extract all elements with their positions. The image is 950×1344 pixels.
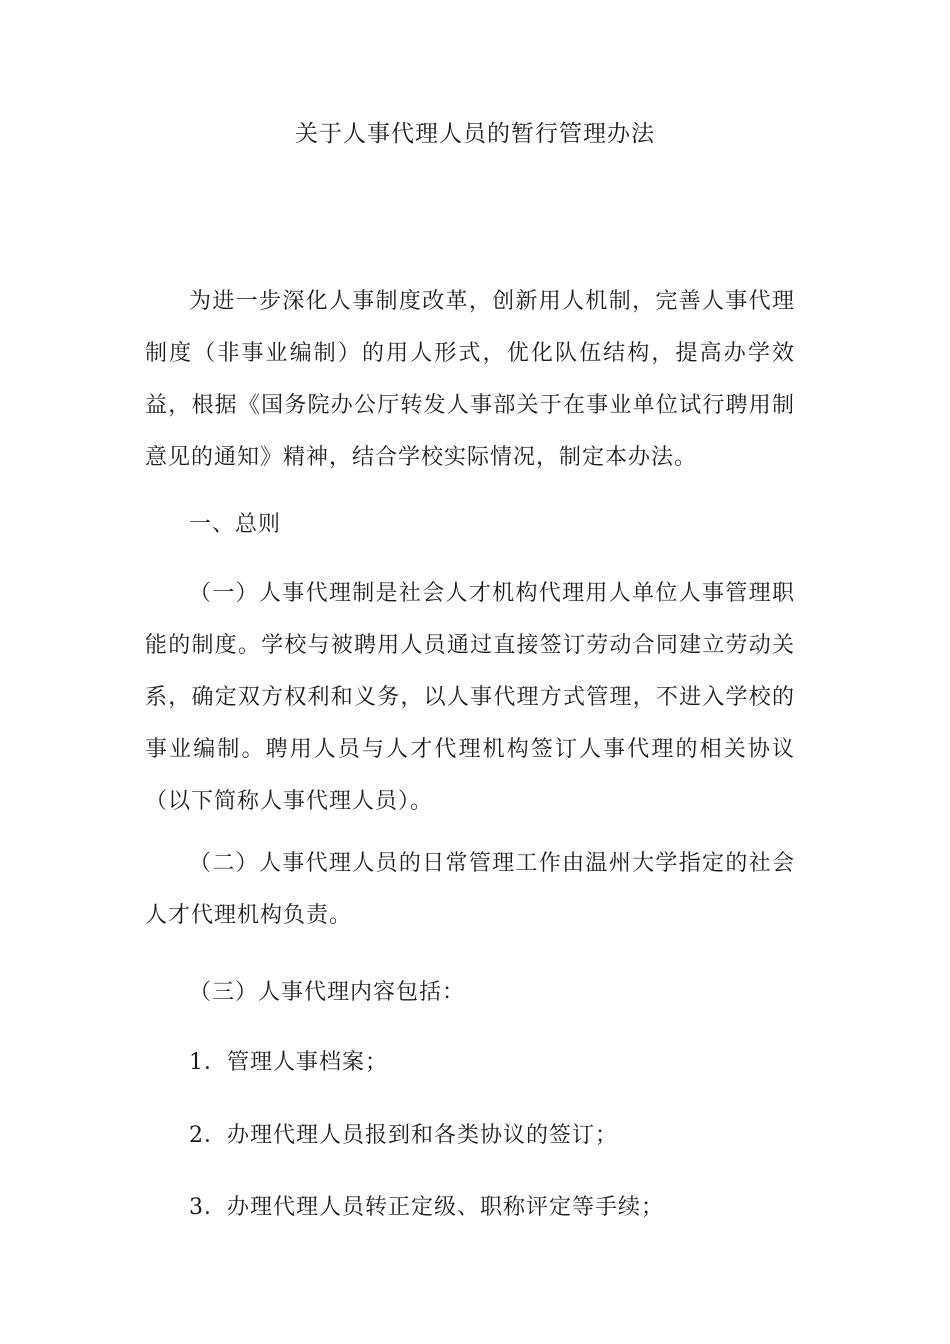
list-item-archives: 1．管理人事档案； — [189, 1050, 388, 1075]
clause-3-heading: （三）人事代理内容包括： — [189, 980, 466, 1005]
clause-1-paragraph: （一）人事代理制是社会人才机构代理用人单位人事管理职能的制度。学校与被聘用人员通过直接签订劳动合同建立劳动关系，确定双方权利和义务，以人事代理方式管理，不进入学校的事业编制。聘用人员与人才代理机构签订人事代理的相关协议（以下简称人事代理人员）。 — [145, 581, 795, 814]
document-title: 关于人事代理人员的暂行管理办法 — [295, 121, 655, 147]
list-item-regularization: 3．办理代理人员转正定级、职称评定等手续； — [189, 1195, 664, 1220]
intro-paragraph: 为进一步深化人事制度改革，创新用人机制，完善人事代理制度（非事业编制）的用人形式，优化队伍结构，提高办学效益，根据《国务院办公厅转发人事部关于在事业单位试行聘用制意见的通知》精神，结合学校实际情况，制定本办法。 — [145, 289, 795, 470]
clause-2-paragraph: （二）人事代理人员的日常管理工作由温州大学指定的社会人才代理机构负责。 — [145, 851, 795, 928]
section-heading-general: 一、总则 — [189, 512, 282, 537]
list-item-registration: 2．办理代理人员报到和各类协议的签订； — [189, 1123, 618, 1148]
